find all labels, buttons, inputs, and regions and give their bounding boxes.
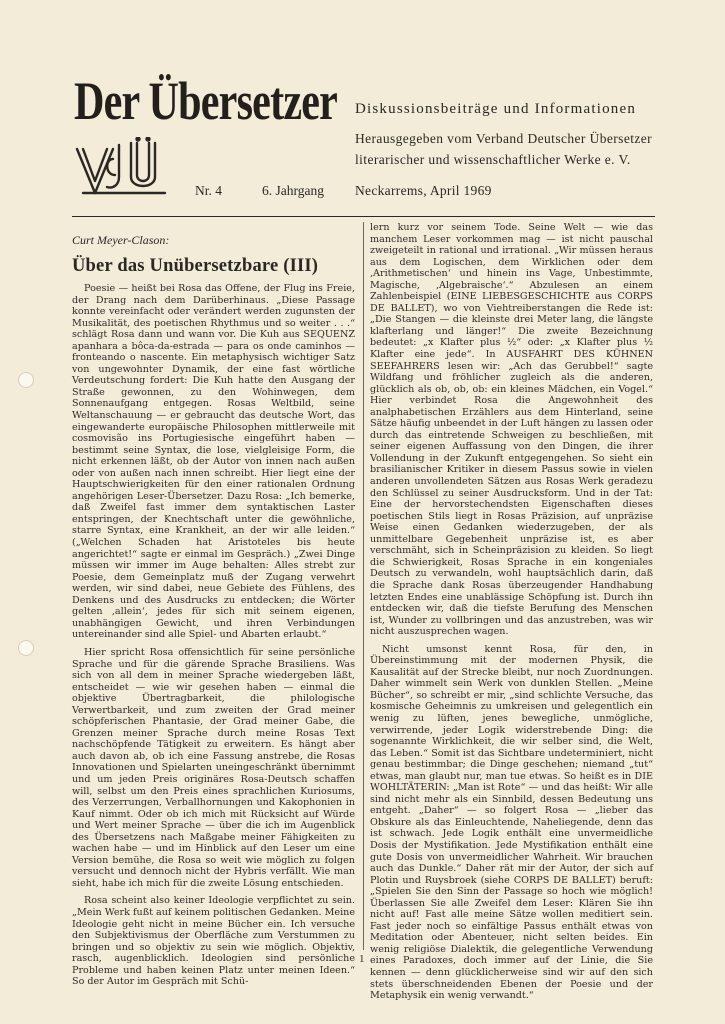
publisher-info xyxy=(355,128,715,170)
publisher-line-2: literarischer und wissenschaftlicher Werke e. V. xyxy=(355,152,631,167)
page-number: 1 xyxy=(359,953,365,965)
publisher-line-1: Herausgegeben vom Verband Deutscher Übersetzer xyxy=(355,131,653,146)
punch-hole xyxy=(18,640,34,656)
right-column xyxy=(370,222,653,1008)
article-author: Curt Meyer-Clason: xyxy=(72,233,170,247)
article-title: Über das Unübersetzbare (III) xyxy=(72,256,319,276)
issue-place-date: Neckarrems, April 1969 xyxy=(355,183,492,198)
masthead-rule xyxy=(72,216,655,217)
masthead-title: Der Übersetzer xyxy=(74,71,338,131)
column-divider xyxy=(363,222,364,950)
left-column xyxy=(72,283,355,994)
paragraph: Poesie — heißt bei Rosa das Offene, der Flug ins Freie, der Drang nach dem Darüberhinaus. „Diese Passage konnte vereinfacht oder verändert werden zugunsten der Musikalität, des poetischen Rhythmus und so weiter . . .“ schlägt Rosa dann und wann vor. Die Kuh aus SEQUENZ apanhara a bôca-da-estrada — para os onde caminhos — fronteando o nascente. Ein metaphysisch wichtiger Satz von ungewohnter Dynamik, der eine fast wörtliche Verdeutschung fordert: Die Kuh hatte den Ausgang der Straße gewonnen, zu den Wohinwegen, dem Sonnenaufgang entgegen. Rosas Weltbild, seine Weltanschauung — er gebraucht das deutsche Wort, das eingewanderte europäische Philosophen mittlerweile mit cosmovisão ins Portugiesische eingeführt haben — bestimmt seine Syntax, die lose, vielgleisige Form, die nicht erkennen läßt, ob der Autor von innen nach außen oder von außen nach innen schreibt. Hier liegt eine der Hauptschwierigkeiten für den einer rationalen Ordnung angehörigen Leser-Übersetzer. Dazu Rosa: „Ich bemerke, daß Zweifel fast immer dem syntaktischen Laster entspringen, der Knechtschaft unter die gewöhnliche, starre Syntax, eine Krankheit, an der wir alle leiden.“ („Welchen Schaden hat Aristoteles bis heute angerichtet!“ sagte er einmal im Gespräch.) „Zwei Dinge müssen wir immer im Auge behalten: Alles strebt zur Poesie, dem Gemeinplatz muß der Zugang verwehrt werden, wir sind dabei, neue Gebiete des Fühlens, des Denkens und des Ausdrucks zu entdecken; die Wörter gelten ‚allein‘, jedes für sich mit seinem eigenen, unabhängigen Gewicht, und ihren Verbindungen untereinander sind alle Spiel- und Abarten erlaubt.“ xyxy=(72,283,355,641)
paragraph: Hier spricht Rosa offensichtlich für seine persönliche Sprache und für die gärende Sprache Brasiliens. Was sich von all dem in meiner Sprache wiedergeben läßt, entscheidet — wie wir gesehen haben — einmal die objektive Übertragbarkeit, die philologische Verwertbarkeit, und zum zweiten der Grad meiner schöpferischen Phantasie, der Grad meiner Gabe, die Grenzen meiner Sprache durch meine Rosas Text nachschöpfende Tätigkeit zu erweitern. Es hängt aber auch davon ab, ob ich eine Fassung anstrebe, die Rosas Innovationen und Spielarten uneingeschränkt übernimmt und um jeden Preis originäres Rosa-Deutsch schaffen will, selbst um den Preis eines sprachlichen Kuriosums, des Verzerrungen, Verballhornungen und Kakophonien in Kauf nimmt. Oder ob ich mich mit Rücksicht auf Würde und Wert meiner Sprache — über die ich im Augenblick des Übersetzens nach Maßgabe meiner Fähigkeiten zu wachen habe — und im Hinblick auf den Leser um eine Version bemühe, die Rosa so weit wie möglich zu folgen versucht und dennoch nicht der Hybris verfällt. Wie man sieht, habe ich mich für die zweite Lösung entschieden. xyxy=(72,646,355,889)
issue-number: Nr. 4 xyxy=(195,183,222,198)
vdu-logo xyxy=(75,137,171,199)
paragraph: Nicht umsonst kennt Rosa, für den, in Übereinstimmung mit der modernen Physik, die Kausalität auf der Strecke bleibt, nur noch Zuordnungen. Daher wimmelt sein Werk von dunklen Stellen. „Meine Bücher“, so schreibt er mir, „sind schlichte Versuche, das kosmische Geheimnis zu umkreisen und gelegentlich ein wenig zu lüften, jenes bewegliche, unmögliche, verwirrende, jeder Logik widerstrebende Ding: die sogenannte Wirklichkeit, die wir selber sind, die Welt, das Leben.“ Somit ist das Sichtbare undeterminiert, nicht genau bestimmbar; die Dinge geschehen; niemand „tut“ etwas, man glaubt nur, man tue etwas. So heißt es in DIE WOHLTÄTERIN: „Man ist Rote“ — und das heißt: Wir alle sind nicht mehr als ein Sinnbild, dessen Bedeutung uns entgeht. „Daher“ — so folgert Rosa — „lieber das Obskure als das Einleuchtende, Naheliegende, denn das ist schwach. Jede Logik enthält eine unvermeidliche Dosis der Mystifikation. Jede Mystifikation enthält eine gute Dosis von unvermeidlicher Wahrheit. Wir brauchen auch das Dunkle.“ Daher rät mir der Autor, der sich auf Plotin und Ruysbroek (siehe CORPS DE BALLET) beruft: „Spielen Sie den Sinn der Passage so hoch wie möglich! Überlassen Sie alle Zweifel dem Leser: Klären Sie ihn nicht auf! Fast alle meine Sätze wollen meditiert sein. Fast jeder noch so einfältige Passus enthält etwas von Meditation oder Abenteuer, nicht selten beides. Ein wenig religiöse Dialektik, die gelegentliche Verwendung eines Paradoxes, doch immer auf der Linie, die Sie kennen — denn glücklicherweise sind wir auf den sich stets überschneidenden Ebenen der Poesie und der Metaphysik ein wenig verwandt.“ xyxy=(370,643,653,1002)
masthead-subtitle: Diskussionsbeiträge und Informationen xyxy=(355,101,637,117)
paragraph: Rosa scheint also keiner Ideologie verpflichtet zu sein. „Mein Werk fußt auf keinem politischen Gedanken. Meine Ideologie geht nicht in meine Bücher ein. Ich versuche den Subjektivismus der Oberfläche zum Verstummen zu bringen und so objektiv zu sein wie möglich. Objektiv, rasch, augenblicklich. Ideologien sind persönliche Probleme und haben keinen Platz unter meinen Ideen.“ So der Autor im Gespräch mit Schü- xyxy=(72,895,356,988)
punch-hole xyxy=(18,372,34,388)
issue-year: 6. Jahrgang xyxy=(262,183,324,198)
paragraph: lern kurz vor seinem Tode. Seine Welt — wie das manchem Leser vorkommen mag — ist nicht pauschal zweigeteilt in rational und irrational. „Wir müssen heraus aus dem Logischen, dem Wirklichen oder dem ‚Arithmetischen‘ und hinein ins Vage, Unbestimmte, Magische, ‚Algebraische‘.“ Abzulesen an einem Zahlenbeispiel (EINE LIEBESGESCHICHTE aus CORPS DE BALLET), wo von Viehtreiberstangen die Rede ist: „Die Stangen — die kleinste drei Meter lang, die längste klafterlang und länger!“ Die zweite Bezeichnung bedeutet: „x Klafter plus ½“ oder: „x Klafter plus ½ Klafter eine jede“. In AUSFAHRT DES KÜHNEN SEEFAHRERS lesen wir: „Ach das Gerubbel!“ sagte Wildfang und fröhlicher zugleich als die anderen, glücklich als ob, ob, ob: ein kleines Mädchen, ein Vogel.“ Hier verbindet Rosa die Angewohnheit des analphabetischen Erzählers aus dem Hinterland, seine Sätze häufig unbeendet in der Luft hängen zu lassen oder durch das eintretende Schweigen zu beschließen, mit seiner eigenen Auffassung von den Dingen, die ihrer Vollendung in der Zukunft entgegengehen. So sieht ein brasilianischer Kritiker in diesem Passus sowie in vielen anderen unvollendeten Sätzen aus Rosas Werk geradezu den Schlüssel zu seiner Ausdrucksform. Und in der Tat: Eine der hervorstechendsten Eigenschaften dieses poetischen Stils liegt in Rosas Präzision, auf unpräzise Weise einen Gedanken wiederzugeben, der als unmittelbare Gegebenheit unpräzise ist, es aber verschmäht, sich in Scheinpräzision zu kleiden. So liegt die Schwierigkeit, Rosas Sprache in ein kongeniales Deutsch zu verwandeln, wohl hauptsächlich darin, daß die Sprache dank Rosas überzeugender Handhabung letzten Endes eine unablässige Schöpfung ist. Durch ihn entdecken wir, daß die tiefste Berufung des Menschen ist, Wunder zu vollbringen und das anzustreben, was wir nicht auszusprechen wagen. xyxy=(370,222,653,638)
